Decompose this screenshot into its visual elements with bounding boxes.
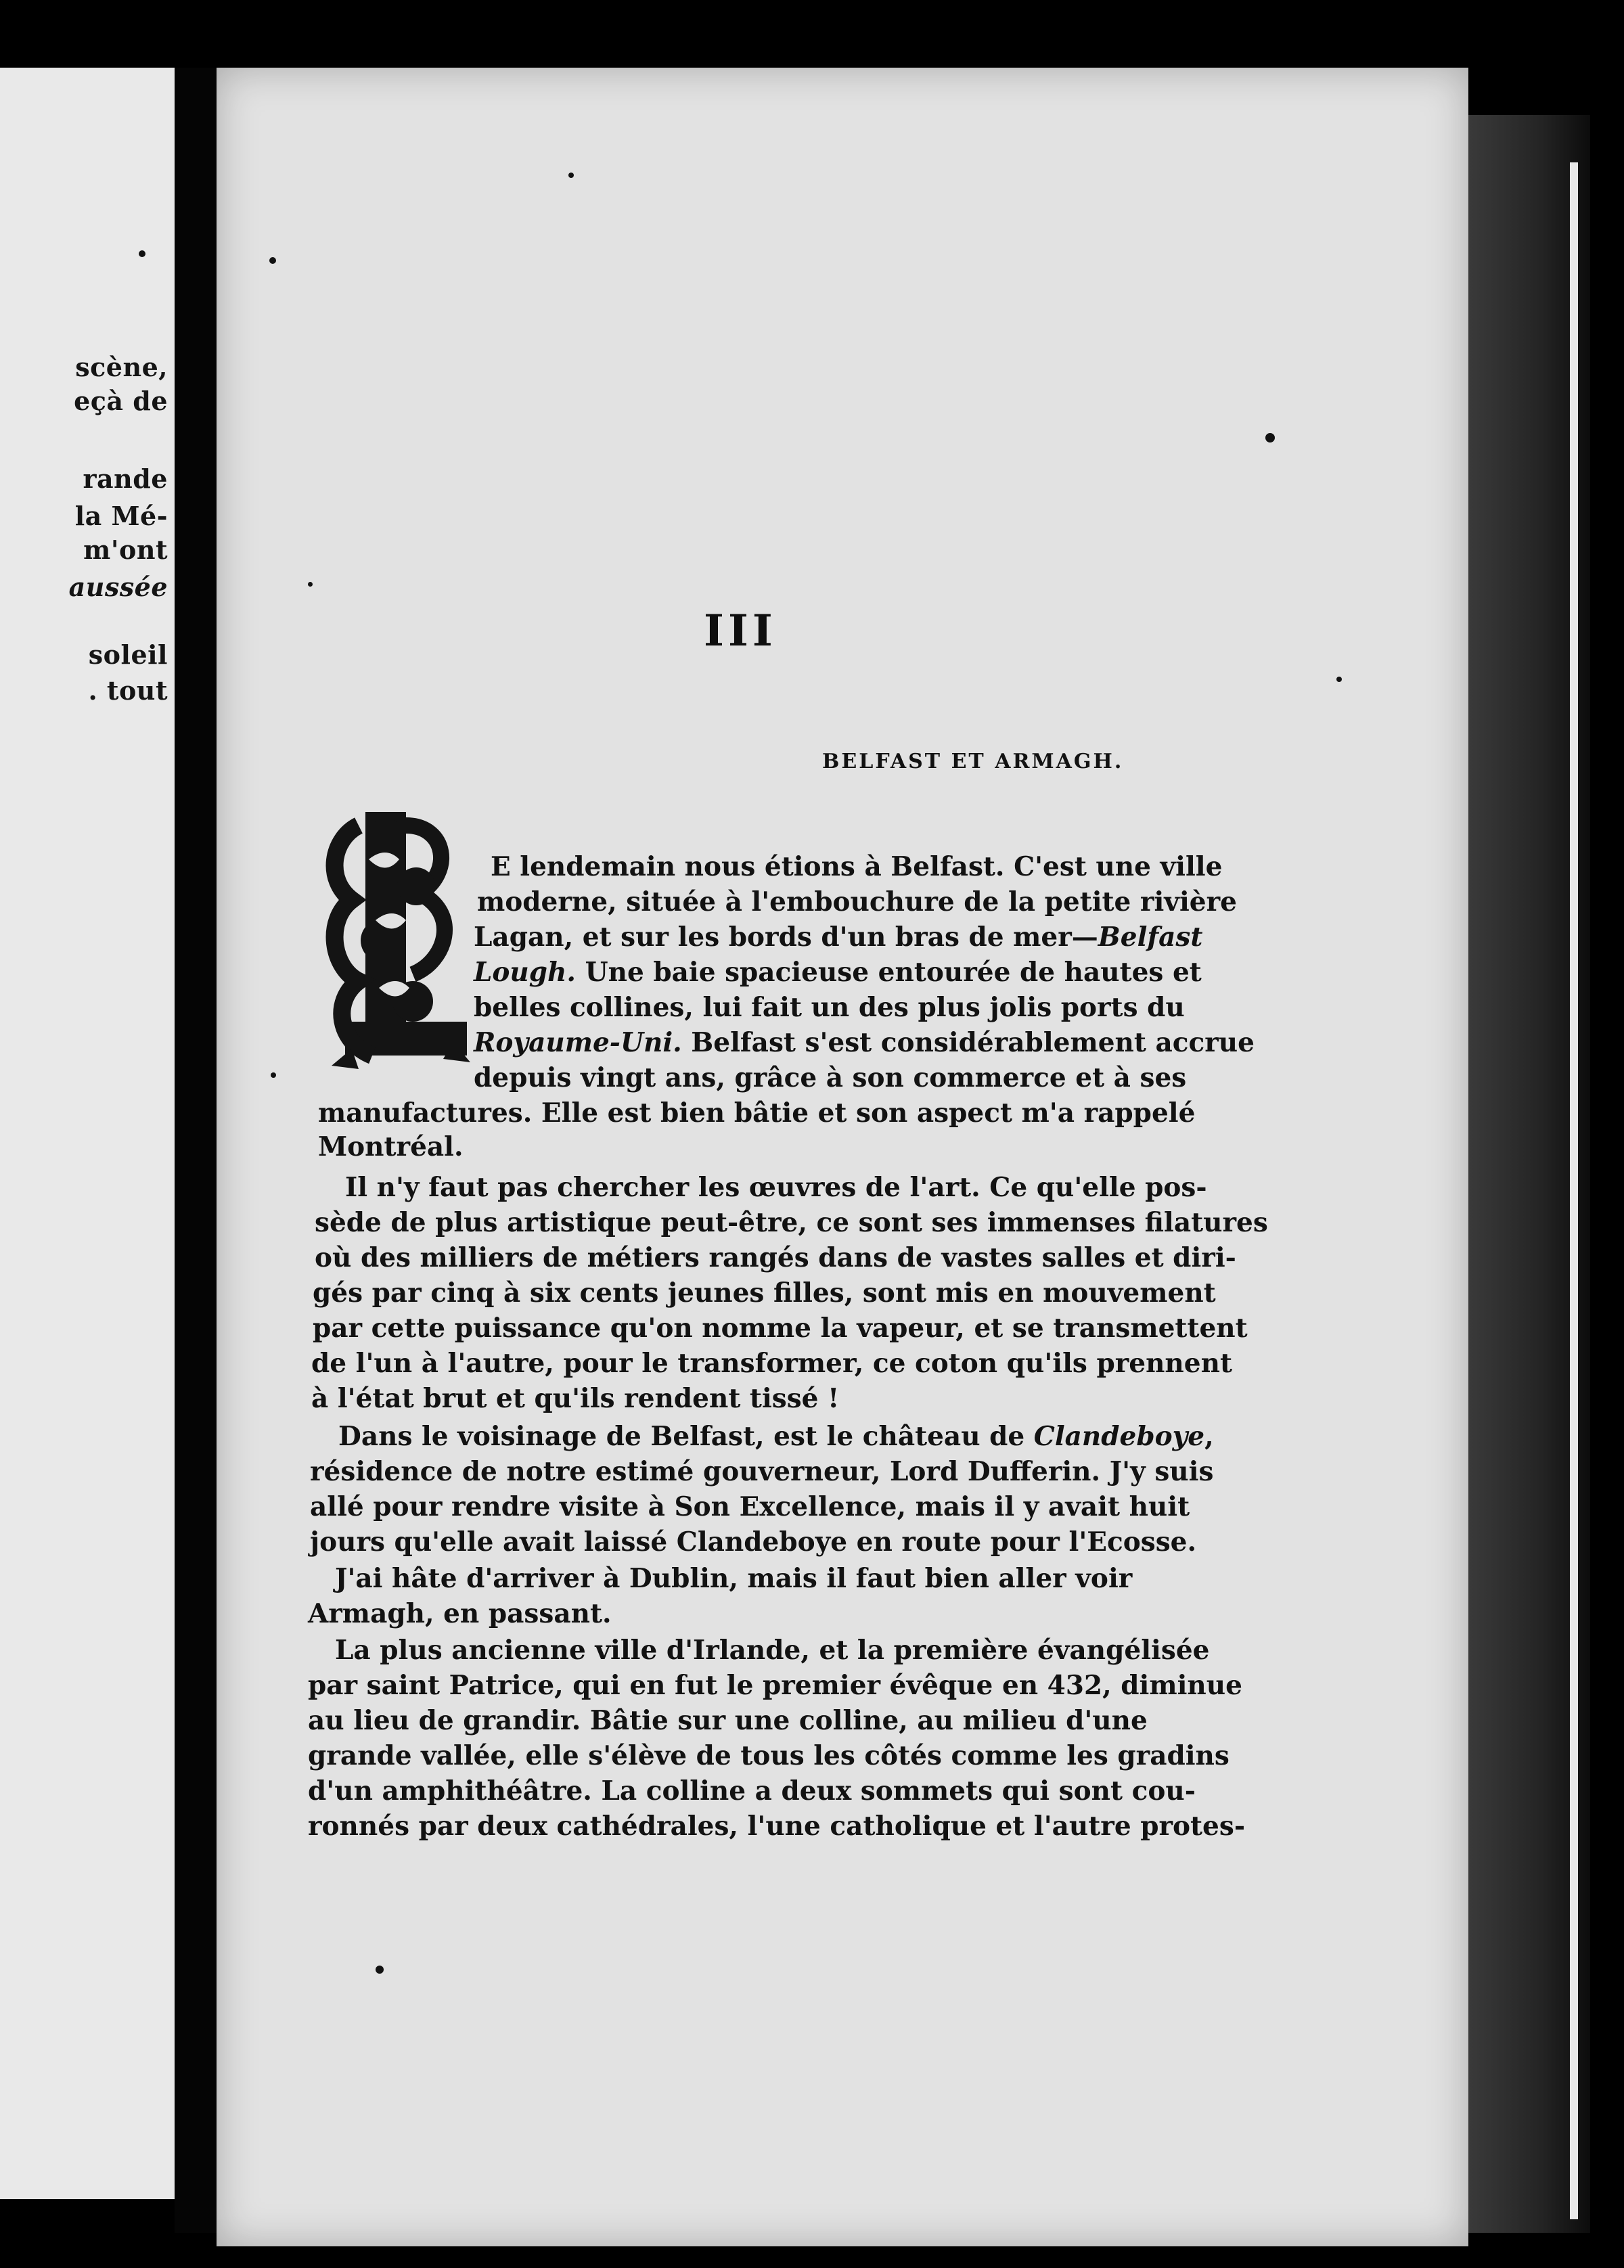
chapter-title: BELFAST ET ARMAGH. xyxy=(822,750,1124,773)
scan-speck xyxy=(1265,433,1275,443)
ornamental-drop-cap-image xyxy=(318,798,474,1089)
facing-page-line: la Mé- xyxy=(74,501,168,531)
italic-text: Belfast xyxy=(1098,922,1203,953)
scan-speck xyxy=(271,1072,276,1078)
facing-page-line: soleil xyxy=(88,639,168,670)
italic-text: Lough. xyxy=(474,957,576,988)
facing-page-line: eçà de xyxy=(74,386,168,416)
text-line: d'un amphithéâtre. La colline a deux sommets qui sont cou- xyxy=(308,1775,1196,1807)
text-line: sède de plus artistique peut-être, ce sont ses immenses filatures xyxy=(315,1207,1268,1238)
scan-speck xyxy=(308,582,313,587)
italic-text: Clandeboye xyxy=(1033,1421,1205,1452)
text-line: par saint Patrice, qui en fut le premier évêque en 432, diminue xyxy=(308,1670,1242,1701)
text-line: gés par cinq à six cents jeunes filles, sont mis en mouvement xyxy=(313,1277,1216,1309)
text-line: Armagh, en passant. xyxy=(308,1598,612,1629)
text-line: où des milliers de métiers rangés dans de vastes salles et diri- xyxy=(315,1242,1236,1273)
text-line: moderne, située à l'embouchure de la petite rivière xyxy=(477,886,1237,917)
text-line: allé pour rendre visite à Son Excellence, mais il y avait huit xyxy=(310,1491,1190,1522)
italic-text: Royaume-Uni. xyxy=(474,1027,682,1058)
text-line xyxy=(338,1421,1214,1452)
text-line: jours qu'elle avait laissé Clandeboye en route pour l'Ecosse. xyxy=(310,1526,1197,1558)
text-line: depuis vingt ans, grâce à son commerce et à ses xyxy=(474,1062,1187,1093)
text-line: manufactures. Elle est bien bâtie et son aspect m'a rappelé xyxy=(318,1097,1196,1129)
scan-speck xyxy=(1336,677,1342,682)
text-line: E lendemain nous étions à Belfast. C'est une ville xyxy=(491,851,1223,882)
text-line xyxy=(474,959,1202,986)
text-line xyxy=(474,1027,1255,1058)
text-line: Montréal. xyxy=(318,1131,464,1162)
page-edge xyxy=(1468,115,1590,2233)
facing-page-line: aussée xyxy=(68,572,168,602)
text-line xyxy=(474,924,1202,951)
text-line: grande vallée, elle s'élève de tous les côtés comme les gradins xyxy=(308,1740,1230,1771)
text-line: au lieu de grandir. Bâtie sur une colline, au milieu d'une xyxy=(308,1705,1148,1736)
scan-speck xyxy=(269,257,276,264)
scan-speck xyxy=(568,173,574,178)
text-line: La plus ancienne ville d'Irlande, et la première évangélisée xyxy=(335,1635,1210,1666)
book-gutter xyxy=(175,68,222,2233)
text-run: Belfast s'est considérablement accrue xyxy=(681,1027,1255,1058)
facing-page-fragment xyxy=(0,68,175,2199)
text-run: Lagan, et sur les bords d'un bras de mer— xyxy=(474,922,1098,953)
facing-page-line: scène, xyxy=(75,352,168,382)
text-run: , xyxy=(1204,1421,1214,1452)
scan-speck xyxy=(376,1966,384,1974)
text-line: J'ai hâte d'arriver à Dublin, mais il faut bien aller voir xyxy=(335,1563,1133,1594)
text-run: Dans le voisinage de Belfast, est le château de xyxy=(338,1421,1034,1452)
text-run: Une baie spacieuse entourée de hautes et xyxy=(576,957,1202,988)
text-line: par cette puissance qu'on nomme la vapeur, et se transmettent xyxy=(313,1313,1248,1344)
scan-speck xyxy=(139,250,145,257)
text-line: à l'état brut et qu'ils rendent tissé ! xyxy=(311,1383,840,1414)
text-line: résidence de notre estimé gouverneur, Lord Dufferin. J'y suis xyxy=(310,1456,1214,1487)
facing-page-line: rande xyxy=(83,463,168,494)
text-line: belles collines, lui fait un des plus jolis ports du xyxy=(474,992,1185,1023)
drop-cap-ornament xyxy=(318,798,474,1089)
text-line: ronnés par deux cathédrales, l'une catholique et l'autre protes- xyxy=(308,1811,1246,1842)
text-line: Il n'y faut pas chercher les œuvres de l'art. Ce qu'elle pos- xyxy=(345,1172,1207,1203)
chapter-number: III xyxy=(704,606,777,656)
text-line: de l'un à l'autre, pour le transformer, ce coton qu'ils prennent xyxy=(311,1348,1232,1379)
facing-page-line: . tout xyxy=(88,675,168,706)
facing-page-line: m'ont xyxy=(83,535,168,565)
